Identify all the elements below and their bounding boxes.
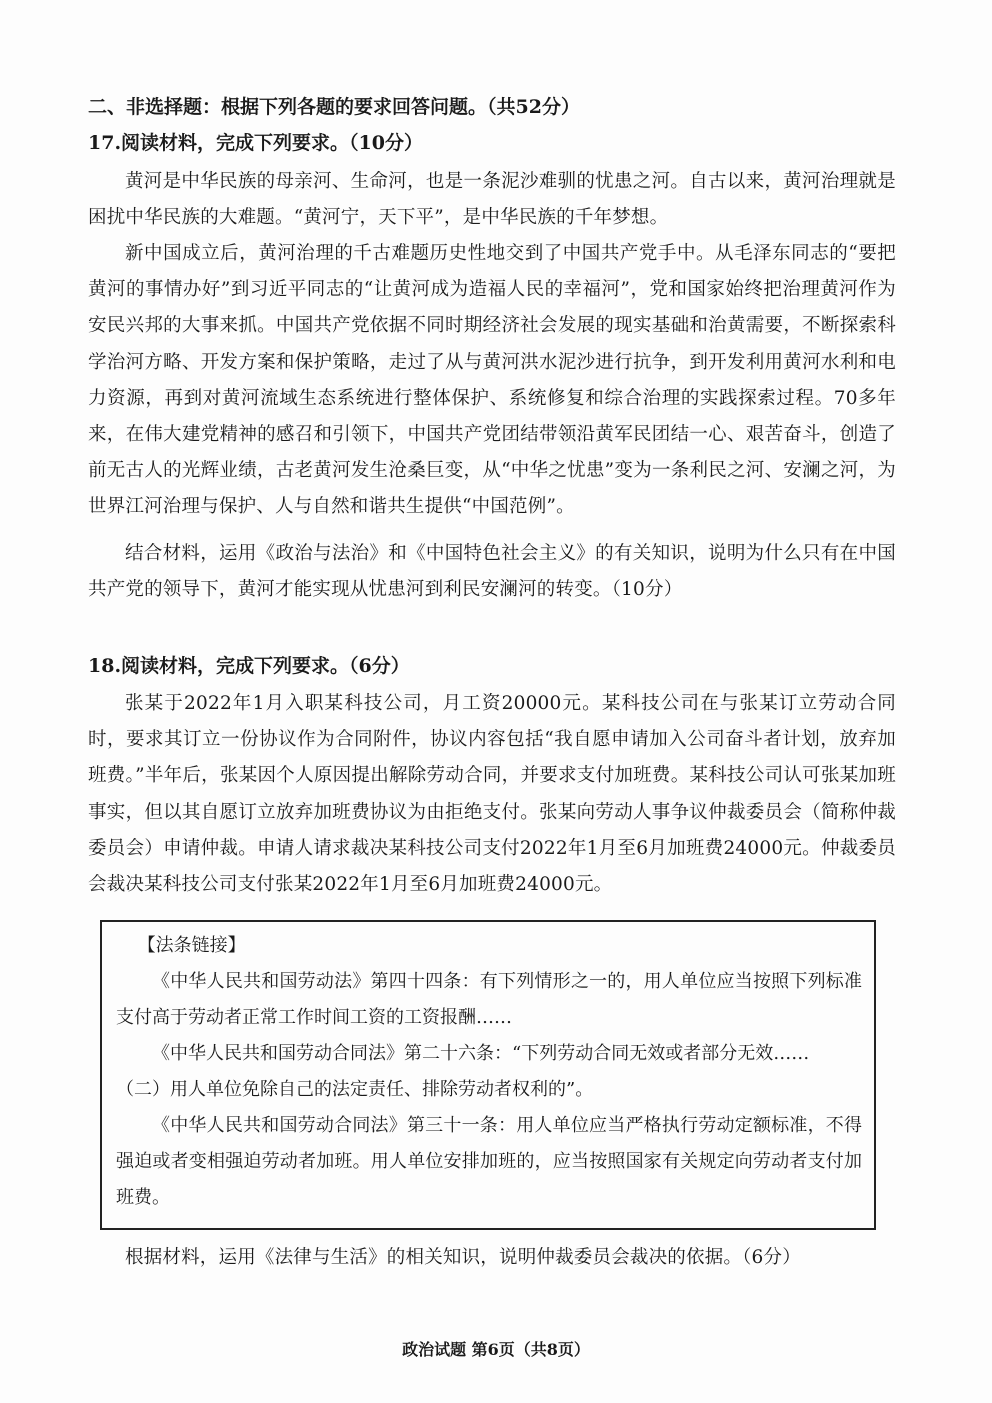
law-item-contract-law-26: 《中华人民共和国劳动合同法》第二十六条：“下列劳动合同无效或者部分无效……: [152, 1043, 810, 1064]
law-item-contract-law-26-clause-2: （二）用人单位免除自己的法定责任、排除劳动者权利的”。: [116, 1079, 594, 1100]
question-17-task: 结合材料，运用《政治与法治》和《中国特色社会主义》的有关知识，说明为什么只有在中国共产党的领导下，黄河才能实现从忧患河到利民安澜河的转变。（10分）: [88, 543, 896, 601]
question-17-paragraph-1: 黄河是中华民族的母亲河、生命河，也是一条泥沙难驯的忧患之河。自古以来，黄河治理就是困扰中华民族的大难题。“黄河宁，天下平”，是中华民族的千年梦想。: [88, 171, 896, 229]
section-title: 二、非选择题：根据下列各题的要求回答问题。（共52分）: [88, 96, 580, 118]
law-reference-box: [100, 920, 876, 1230]
law-box-heading: 【法条链接】: [137, 935, 246, 956]
question-18-task: 根据材料，运用《法律与生活》的相关知识，说明仲裁委员会裁决的依据。（6分）: [125, 1247, 801, 1268]
question-17-title: 17.阅读材料，完成下列要求。（10分）: [88, 132, 423, 154]
question-17-paragraph-2: 新中国成立后，黄河治理的千古难题历史性地交到了中国共产党手中。从毛泽东同志的“要把黄河的事情办好”到习近平同志的“让黄河成为造福人民的幸福河”，党和国家始终把治理黄河作为安民兴邦的大事来抓。中国共产党依据不同时期经济社会发展的现实基础和治黄需要，不断探索科学治河方略、开发方案和保护策略，走过了从与黄河洪水泥沙进行抗争，到开发利用黄河水利和电力资源，再到对黄河流域生态系统进行整体保护、系统修复和综合治理的实践探索过程。70多年来，在伟大建党精神的感召和引领下，中国共产党团结带领沿黄军民团结一心、艰苦奋斗，创造了前无古人的光辉业绩，古老黄河发生沧桑巨变，从“中华之忧患”变为一条利民之河、安澜之河，为世界江河治理与保护、人与自然和谐共生提供“中国范例”。: [88, 243, 896, 518]
page-footer: 政治试题 第6页（共8页）: [402, 1340, 590, 1359]
law-item-contract-law-31: 《中华人民共和国劳动合同法》第三十一条：用人单位应当严格执行劳动定额标准，不得强迫或者变相强迫劳动者加班。用人单位安排加班的，应当按照国家有关规定向劳动者支付加班费。: [116, 1115, 862, 1208]
law-item-labor-law-44: 《中华人民共和国劳动法》第四十四条：有下列情形之一的，用人单位应当按照下列标准支付高于劳动者正常工作时间工资的工资报酬……: [116, 971, 862, 1028]
question-18-paragraph-1: 张某于2022年1月入职某科技公司，月工资20000元。某科技公司在与张某订立劳动合同时，要求其订立一份协议作为合同附件，协议内容包括“我自愿申请加入公司奋斗者计划，放弃加班费。”半年后，张某因个人原因提出解除劳动合同，并要求支付加班费。某科技公司认可张某加班事实，但以其自愿订立放弃加班费协议为由拒绝支付。张某向劳动人事争议仲裁委员会（简称仲裁委员会）申请仲裁。申请人请求裁决某科技公司支付2022年1月至6月加班费24000元。仲裁委员会裁决某科技公司支付张某2022年1月至6月加班费24000元。: [88, 693, 896, 896]
question-18-title: 18.阅读材料，完成下列要求。（6分）: [88, 655, 410, 677]
